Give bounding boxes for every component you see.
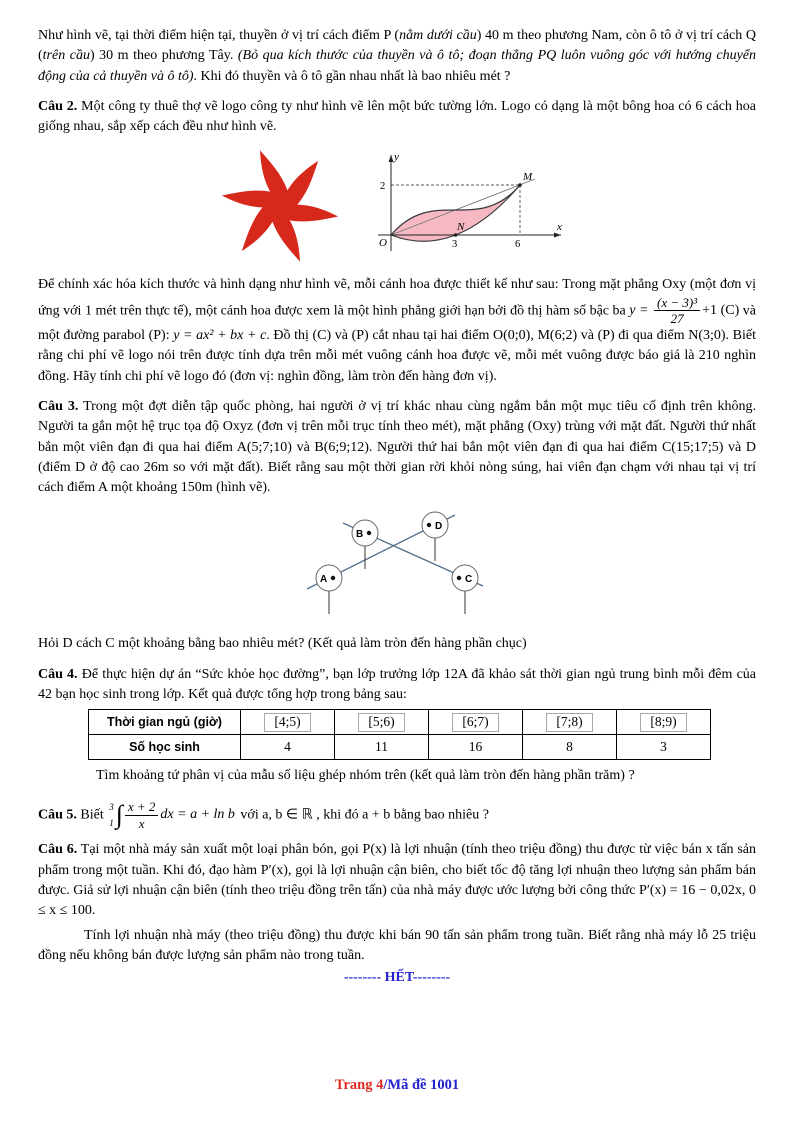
tick-2-label: 2 xyxy=(380,181,386,193)
table-header-cell: Số học sinh xyxy=(89,735,241,760)
integral-upper-bound: 3 xyxy=(109,802,114,813)
label-D: D xyxy=(435,521,443,533)
point-dot-C xyxy=(457,576,461,580)
text-segment: . Khi đó thuyền và ô tô gần nhau nhất là bao nhiêu mét ? xyxy=(193,68,511,84)
point-dot-A xyxy=(331,576,335,580)
question-5-label: Câu 5. xyxy=(38,807,77,823)
interval-value: [6;7) xyxy=(452,713,498,732)
x-axis-arrow xyxy=(554,233,561,238)
point-dot-D xyxy=(427,523,431,527)
integral-expression xyxy=(109,800,235,830)
question-4-body xyxy=(38,665,756,706)
point-M-label: M xyxy=(523,171,533,184)
text-segment: với a, b ∈ ℝ , khi đó a + b bằng bao nhiêu ? xyxy=(236,807,489,823)
text-segment-italic: (Bỏ qua kích thước của thuyền và ô tô; đoạn thẳng PQ luôn vuông góc với hướng chuyển động của cả thuyền và ô tô) xyxy=(38,48,757,84)
question-2-figures xyxy=(38,147,756,265)
table-cell: 3 xyxy=(617,735,711,760)
text-segment: Tính lợi nhuận nhà máy (theo triệu đồng) thu được khi bán 90 tấn sản phẩm trong tuần. Biết rằng nhà máy lỗ 25 triệu đồng nếu không bán được lượng sản phẩm nào trong tuần. xyxy=(38,927,756,963)
interval-value: [4;5) xyxy=(264,713,310,732)
table-cell: 8 xyxy=(523,735,617,760)
question-3-body xyxy=(38,397,756,498)
question-6-body2 xyxy=(38,926,756,967)
footer-exam-code: /Mã đề 1001 xyxy=(383,1076,460,1093)
text-segment: Biết xyxy=(76,807,108,823)
flower-petals xyxy=(222,151,338,262)
text-segment: Tìm khoảng tứ phân vị của mẫu số liệu ghép nhóm trên (kết quả làm tròn đến hàng phần trăm) ? xyxy=(96,767,635,783)
question-2-body xyxy=(38,275,756,386)
table-cell xyxy=(429,710,523,735)
text-segment: Như hình vẽ, tại thời điểm hiện tại, thuyền ở vị trí cách điểm P ( xyxy=(38,28,400,43)
x-axis-label: x xyxy=(557,221,562,234)
fraction-denominator: 27 xyxy=(670,311,684,327)
text-segment: và một đường parabol (P): xyxy=(38,303,756,344)
table-cell xyxy=(335,710,429,735)
text-segment: Trong một đợt diễn tập quốc phòng, hai người ở vị trí khác nhau cùng ngắm bắn một mục tiêu cố định trên không. Người ta gắn một hệ trục tọa độ Oxyz (đơn vị trên mỗi trục tính theo mét), mặt phẳng (Oxy) trùng với mặt đất. Người thứ nhất bắn một viên đạn đi qua hai điểm A(5;7;10) và B(6;9;12). Người thứ hai bắn một viên đạn đi qua hai điểm C(15;17;5) và D (điểm D ở độ cao 26m so với mặt đất). Biết rằng sau một thời gian rời khỏi nòng súng, hai viên đạn chạm với nhau tại vị trí cách điểm A một khoảng 150m (hình vẽ). xyxy=(38,398,756,496)
point-dot-B xyxy=(367,531,371,535)
formula-parabola: y = ax² + bx + c xyxy=(173,328,267,344)
question-6-body xyxy=(38,840,756,921)
trajectory-diagram xyxy=(267,508,527,626)
question-5-body xyxy=(38,800,756,830)
table-cell: 16 xyxy=(429,735,523,760)
fraction-denominator: x xyxy=(138,815,145,831)
question-3-question xyxy=(38,634,756,654)
question-4-question xyxy=(96,766,756,786)
text-segment: Để chính xác hóa kích thước và hình dạng như hình vẽ, mỗi cánh hoa được thiết kế như sau: Trong mặt phẳng Oxy (một đơn vị ứng với 1 mét trên thực tế), một cánh hoa được xem là một hình phẳng giới hạn bởi đồ thị hàm số bậc ba xyxy=(38,277,756,319)
point-N-label: N xyxy=(457,221,465,234)
table-cell: 11 xyxy=(335,735,429,760)
question-2-label: Câu 2. xyxy=(38,98,78,114)
footer-page-number: Trang 4 xyxy=(334,1076,384,1093)
y-axis-arrow xyxy=(389,155,394,162)
integral-lower-bound: 1 xyxy=(109,818,114,829)
table-cell xyxy=(241,710,335,735)
question-6-label: Câu 6. xyxy=(38,842,78,858)
question-2-intro xyxy=(38,97,756,138)
formula-tail: +1 (C) xyxy=(702,303,740,319)
question-3-diagram-wrap xyxy=(38,508,756,626)
page-footer xyxy=(0,1075,794,1096)
end-marker xyxy=(38,968,756,988)
tick-3-label: 3 xyxy=(452,239,458,251)
point-N xyxy=(454,234,458,238)
text-segment: Một công ty thuê thợ vẽ logo công ty như hình vẽ lên một bức tường lớn. Logo có dạng là một bông hoa có 6 cách hoa giống nhau, sắp xếp cách đều như hình vẽ. xyxy=(38,98,756,135)
table-cell xyxy=(523,710,617,735)
text-segment: Tại một nhà máy sản xuất một loại phân bón, gọi P(x) là lợi nhuận (tính theo triệu đồng) thu được từ việc bán x tấn sản phẩm trong một tuần. Khi đó, đạo hàm P′(x), gọi là lợi nhuận cận biên, cho biết tốc độ tăng lợi nhuận theo lượng sản phẩm bán được. Giả sử lợi nhuận cận biên (tính theo triệu đồng trên tấn) của nhà máy được ước lượng bởi công thức P′(x) = 16 − 0,02x, 0 ≤ x ≤ 100. xyxy=(38,842,757,919)
label-C: C xyxy=(465,574,473,586)
y-axis-label: y xyxy=(394,151,399,164)
label-B: B xyxy=(356,529,364,541)
fraction-numerator: (x − 3)³ xyxy=(654,296,700,312)
fraction xyxy=(652,296,702,326)
table-cell: 4 xyxy=(241,735,335,760)
text-segment: ) 30 m theo phương Tây. xyxy=(89,48,238,64)
table-row xyxy=(89,710,711,735)
text-segment-italic: nằm dưới cầu xyxy=(399,28,477,43)
table-header-cell: Thời gian ngủ (giờ) xyxy=(89,710,241,735)
table-cell xyxy=(617,710,711,735)
text-segment: ) 40 m theo phương Nam, còn ô tô ở vị trí cách Q ( xyxy=(38,28,756,64)
question-4-label: Câu 4. xyxy=(38,666,78,682)
interval-value: [5;6) xyxy=(358,713,404,732)
fraction xyxy=(123,800,161,830)
shaded-petal-region xyxy=(391,185,520,241)
text-segment: . Đồ thị (C) và (P) cắt nhau tại hai điểm O(0;0), M(6;2) và (P) đi qua điểm N(3;0). Biết rằng chi phí vẽ logo nói trên được tính dựa trên mỗi mét vuông cánh hoa được vẽ, mỗi mét vuông được báo giá là 210 nghìn đồng. Hãy tính chi phí vẽ logo đó (đơn vị: nghìn đồng, làm tròn đến hàng đơn vị). xyxy=(38,328,756,384)
label-A: A xyxy=(320,574,328,586)
question-3-label: Câu 3. xyxy=(38,398,79,414)
interval-value: [7;8) xyxy=(546,713,592,732)
tick-6-label: 6 xyxy=(515,239,521,251)
table-row xyxy=(89,735,711,760)
integral-rhs: dx = a + ln b xyxy=(160,807,235,823)
integral-sign: ∫ xyxy=(115,800,123,830)
intro-paragraph xyxy=(38,26,756,87)
text-segment: Để thực hiện dự án “Sức khỏe học đường”, bạn lớp trưởng lớp 12A đã khảo sát thời gian ngủ trung bình mỗi đêm của 42 bạn học sinh trong lớp. Kết quả được tổng hợp trong bảng sau: xyxy=(38,666,756,703)
flower-logo-figure xyxy=(221,147,339,265)
origin-label: O xyxy=(379,237,387,250)
fraction-numerator: x + 2 xyxy=(125,800,159,816)
sleep-survey-table xyxy=(88,709,711,759)
end-marker-text: -------- HẾT-------- xyxy=(343,970,451,986)
text-segment-italic: trên cầu xyxy=(42,48,90,64)
text-segment: Hỏi D cách C một khoảng bằng bao nhiêu mét? (Kết quả làm tròn đến hàng phần chục) xyxy=(38,636,527,652)
interval-value: [8;9) xyxy=(640,713,686,732)
point-M xyxy=(518,184,522,188)
formula-lhs: y = xyxy=(629,303,649,319)
petal-graph-figure xyxy=(373,147,573,265)
formula-cubic xyxy=(629,294,740,327)
